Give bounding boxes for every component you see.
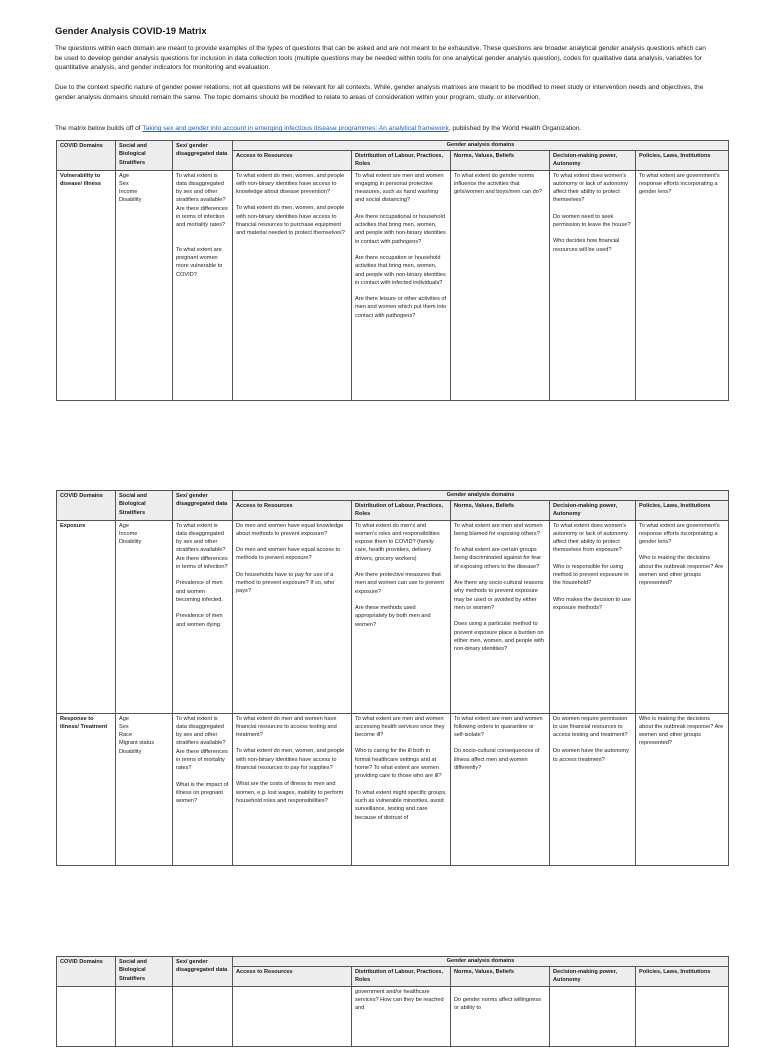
question-text: Who is making the decisions about the outbreak response? Are women and other groups represented? [639,555,724,587]
access-cell [233,520,352,713]
data-cell [173,170,233,400]
stratifier-item: Age [119,715,129,722]
table-row-vulnerability [57,170,729,400]
header-norms: Norms, Values, Beliefs [451,967,550,987]
stratifier-item: Sex [119,180,129,187]
question-text: Who decides how financial resources will be used? [553,238,620,253]
header-access: Access to Resources [233,501,352,521]
header-decision: Decision-making power, Autonomy [550,967,636,987]
header-policies: Policies, Laws, Institutions [636,151,729,171]
domain-exposure: Exposure [57,520,116,713]
header-social-bio-stratifiers: Social and Biological Stratifiers [116,491,173,521]
gender-matrix-table-3 [56,956,729,1047]
header-row [57,957,729,967]
intro-paragraph-1: The questions within each domain are meant to provide examples of the types of questions that can be asked and are not meant to be exhaustive. These questions are broader analytical gender analysis questions which can be used to develop gender analysis questions for inclusion in data collection tools (multiple questions may be needed within tools for one analytical gender analysis question), codes for qualitative data analysis, variables for quantitative analysis, and gender indicators for monitoring and evaluation. [55,45,706,72]
intro-paragraph-3-lead: The matrix below builds off of [55,125,143,132]
question-text: Who is responsible for using method to prevent exposure in the household? [553,563,629,587]
question-text: Are there occupational or household activities that bring men, women, and people with non-binary identities in contact with pathogens? [355,213,446,245]
question-text: Do men and women have equal access to methods to prevent exposure? [236,547,341,562]
question-text: Are there occupation or household activities that bring men, women, and people with non-binary identities in contact with infected individuals? [355,254,446,286]
labour-cell [352,170,451,400]
domain-response-treatment: Response to illness/ Treatment [57,713,116,865]
question-text: Are these methods used appropriately by both men and women? [355,604,431,628]
stratifier-item: Age [119,522,129,529]
header-decision: Decision-making power, Autonomy [550,501,636,521]
policies-cell [636,520,729,713]
question-text: To what extent do gender norms influence the activities that girls/women and boys/men can do? [454,172,542,196]
question-text: To what extent are men and women being blamed for exposing others? [454,522,543,537]
stratifier-item: Race [119,732,133,739]
decision-cell [550,713,636,865]
policies-cell [636,713,729,865]
gender-matrix-table-1 [56,140,729,401]
stratifier-item: Income [119,189,138,196]
stratifiers-cell [116,986,173,1046]
header-social-bio-stratifiers: Social and Biological Stratifiers [116,957,173,987]
data-cell [173,986,233,1046]
decision-cell [550,170,636,400]
norms-cell [451,986,550,1046]
question-text: To what extent are men and women engaging in personal protective measures, such as hand washing and social distancing? [355,172,444,204]
question-text: To what extent are pregnant women more vulnerable to COVID? [176,246,223,278]
header-gender-analysis-domains: Gender analysis domains [233,491,729,501]
header-policies: Policies, Laws, Institutions [636,967,729,987]
policies-cell [636,170,729,400]
question-text: Do socio-cultural consequences of illness affect men and women differently? [454,748,540,772]
stratifier-item: Income [119,530,138,537]
question-text: To what extent do men, women, and people with non-binary identities have access to financial resources to pay for supplies? [236,748,345,772]
question-text: Do households have to pay for use of a method to prevent exposure? If so, who pays? [236,571,335,595]
header-sex-gender-data: Sex/ gender disaggregated data [173,957,233,987]
question-text: Who is making the decisions about the outbreak response? Are women and other groups represented? [639,715,724,747]
question-text: To what extent does women's autonomy or lack of autonomy affect their ability to protect themselves? [553,172,628,204]
stratifier-item: Disability [119,539,142,546]
header-access: Access to Resources [233,967,352,987]
header-covid-domains: COVID Domains [57,957,116,987]
gender-matrix-table-2 [56,490,729,866]
decision-cell [550,986,636,1046]
header-sex-gender-data: Sex/ gender disaggregated data [173,491,233,521]
question-text: Do women have the autonomy to access treatment? [553,748,629,763]
question-text: To what extent are government's response efforts incorporating a gender lens? [639,522,720,546]
header-norms: Norms, Values, Beliefs [451,501,550,521]
question-text: To what extent does women's autonomy or lack of autonomy affect their ability to protect themselves from exposure? [553,522,628,554]
question-text: To what extent might specific groups, such as vulnerable minorities, avoid surveillance, testing and care because of distrust of [355,789,447,821]
labour-cell [352,520,451,713]
decision-cell [550,520,636,713]
access-cell [233,170,352,400]
stratifiers-cell [116,520,173,713]
intro-paragraph-3-tail: , published by the World Health Organization. [448,125,582,132]
header-covid-domains: COVID Domains [57,141,116,171]
question-text: Prevalence of men and women becoming infected. [176,580,223,603]
question-text: To what extent are certain groups being discriminated against for fear of exposing others to the disease? [454,547,542,570]
header-labour: Distribution of Labour, Practices, Roles [352,151,451,171]
question-text: Who is caring for the ill both in formal healthcare settings and at home? To what extent are women providing care to those who are ill? [355,748,442,780]
header-row [57,141,729,151]
page-title: Gender Analysis COVID-19 Matrix [55,26,207,37]
stratifier-item: Migrant status [119,740,155,747]
question-text: Do gender norms affect willingness or ability to [454,996,541,1011]
question-text: To what extent is data disaggregated by sex and other stratifiers available? Are there differences in terms of infection? [176,522,228,571]
question-text: Are there any socio-cultural reasons why methods to prevent exposure may be used or avoided by either men or women? [454,580,544,611]
question-text: To what extent do men and women have financial resources to access testing and treatment? [236,715,337,739]
question-text: Are there protective measures that men and women can use to prevent exposure? [355,572,444,595]
question-text: To what extent is data disaggregated by sex and other stratifiers available? Are there differences in terms of mortality rates? [176,715,228,772]
stratifiers-cell [116,713,173,865]
question-text: What are the costs of illness to men and women, e.g. lost wages, inability to perform household roles and responsibilities? [236,781,344,804]
labour-cell [352,986,451,1046]
question-text: Are there leisure or other activities of men and women which put them into contact with pathogens? [355,296,447,319]
header-norms: Norms, Values, Beliefs [451,151,550,171]
access-cell [233,986,352,1046]
header-sex-gender-data: Sex/ gender disaggregated data [173,141,233,171]
header-social-bio-stratifiers: Social and Biological Stratifiers [116,141,173,171]
question-text: Do men and women have equal knowledge about methods to prevent exposure? [236,522,344,537]
header-decision: Decision-making power, Autonomy [550,151,636,171]
question-text: What is the impact of illness on pregnant women? [176,781,229,805]
stratifier-item: Age [119,172,129,179]
data-cell [173,713,233,865]
header-covid-domains: COVID Domains [57,491,116,521]
policies-cell [636,986,729,1046]
question-text: Does using a particular method to prevent exposure place a burden on either men, women, and people with non-binary identities? [454,621,544,653]
header-gender-analysis-domains: Gender analysis domains [233,141,729,151]
question-text: To what extent do men, women, and people with non-binary identities have access to financial resources to purchase equipment and material needed to protect themselves? [236,205,345,237]
header-access: Access to Resources [233,151,352,171]
intro-paragraph-2: Due to the context specific nature of gender power relations, not all questions will be relevant for all contexts. While, gender analysis matrixes are meant to be modified to meet study or intervention needs and objectives, the gender analysis domains should remain the same. The topic domains should be modified to relate to areas of consideration within your program, study, or intervention. [55,84,704,101]
table-row-response [57,713,729,865]
table-row-exposure [57,520,729,713]
question-text: To what extent is data disaggregated by sex and other stratifiers available? Are there differences in terms of infection and mortality rates? [176,172,228,229]
header-labour: Distribution of Labour, Practices, Roles [352,967,451,987]
who-framework-link[interactable]: Taking sex and gender into account in emerging infectious disease programmes: An analytical framework [142,125,449,132]
question-text: Do women need to seek permission to leave the house? [553,213,631,229]
question-text: To what extent do men's and women's roles and responsibilities expose them to COVID? (family care, health providers, delivery drivers, grocery workers) [355,522,440,562]
question-text: government and/or healthcare services? How can they be reached and [355,988,444,1012]
access-cell [233,713,352,865]
header-row [57,491,729,501]
norms-cell [451,713,550,865]
question-text: Prevalence of men and women dying. [176,613,223,628]
stratifier-item: Sex [119,723,129,730]
domain-cell [57,986,116,1046]
intro-paragraph-3 [55,124,713,134]
stratifier-item: Disability [119,197,142,204]
data-cell [173,520,233,713]
question-text: To what extent do men, women, and people with non-binary identities have access to knowledge about disease prevention? [236,172,345,196]
header-gender-analysis-domains: Gender analysis domains [233,957,729,967]
stratifiers-cell [116,170,173,400]
question-text: To what extent are government's response efforts incorporating a gender lens? [639,172,720,196]
table-row-continued [57,986,729,1046]
norms-cell [451,520,550,713]
question-text: To what extent are men and women accessing health services once they become ill? [355,715,445,739]
question-text: To what extent are men and women following orders to quarantine or self-isolate? [454,715,543,739]
header-labour: Distribution of Labour, Practices, Roles [352,501,451,521]
question-text: Who makes the decision to use exposure methods? [553,596,631,611]
domain-vulnerability: Vulnerability to disease/ illness [57,170,116,400]
labour-cell [352,713,451,865]
question-text: Do women require permission to use financial resources to access testing and treatment? [553,715,628,739]
stratifier-item: Disability [119,748,142,755]
header-policies: Policies, Laws, Institutions [636,501,729,521]
norms-cell [451,170,550,400]
